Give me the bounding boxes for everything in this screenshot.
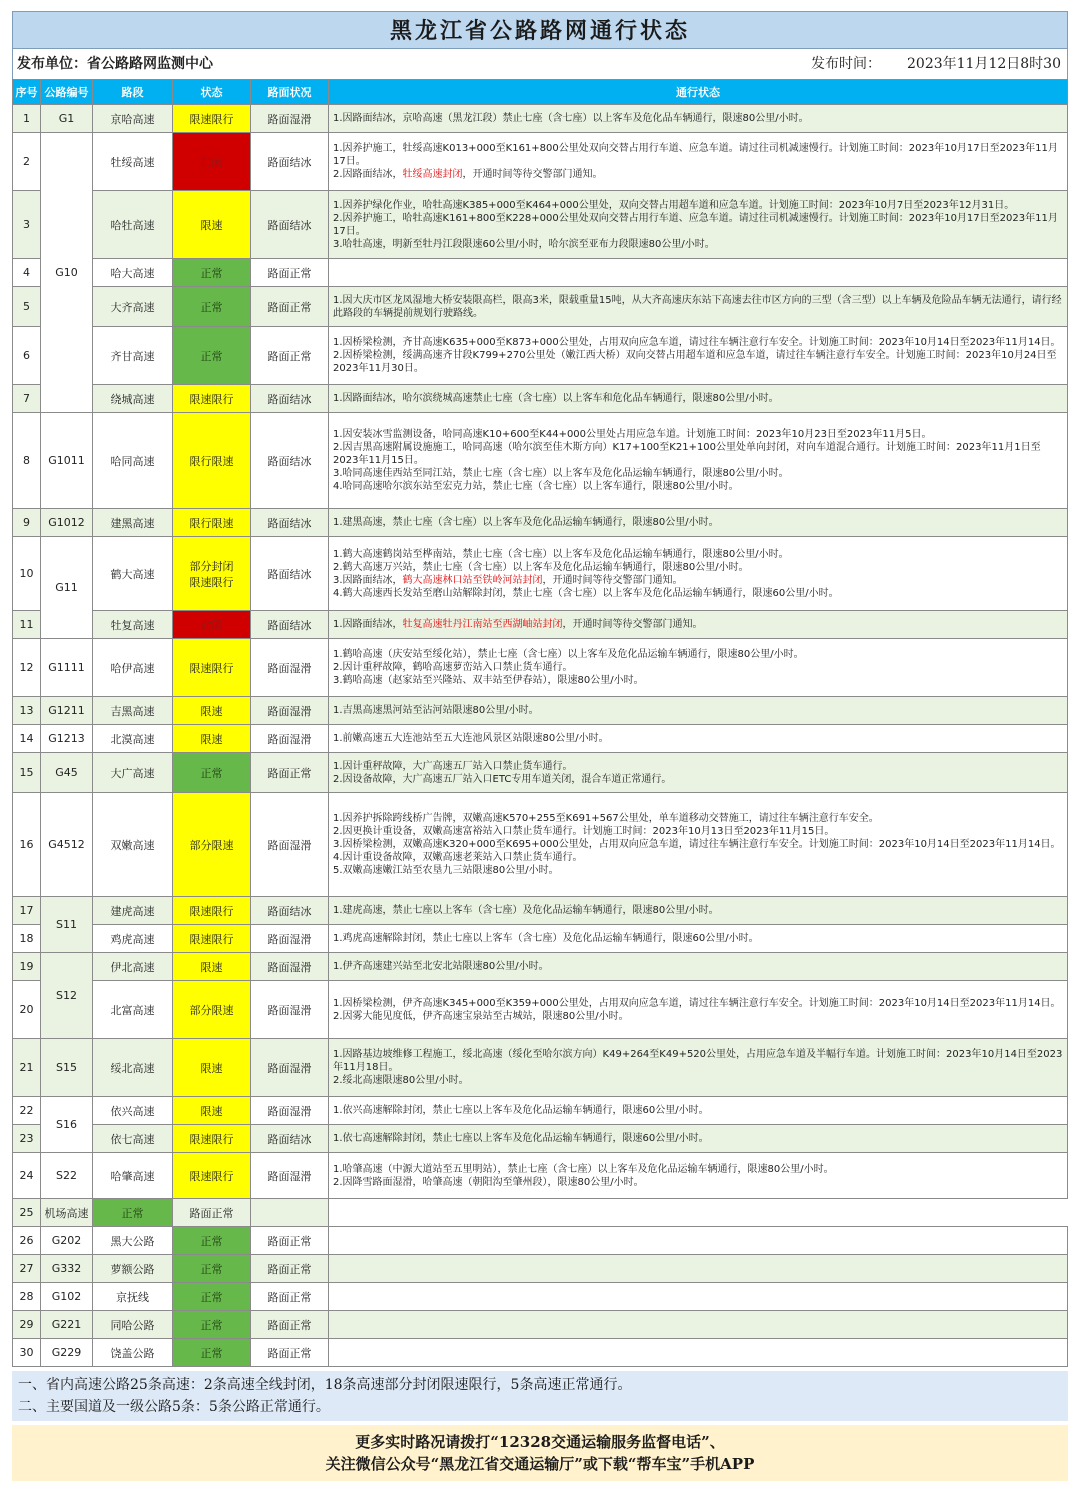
detail-line: 4.鹤大高速西长发站至磨山站解除封闭，禁止七座（含七座）以上客车及危化品运输车辆通行，限速60公里/小时。 [333,587,839,599]
header-code: 公路编号 [41,80,93,105]
traffic-details [329,327,1068,385]
road-segment: 鹤大高速 [93,537,173,611]
table-row [13,793,1068,897]
road-code: G1211 [41,697,93,725]
detail-line: 1.因安装冰雪监测设备，哈同高速K10+600至K44+000公里处占用应急车道。计划施工时间：2023年10月23日至2023年11月5日。 [333,429,932,440]
road-code: S22 [41,1153,93,1199]
row-number: 1 [13,105,41,133]
road-segment: 建虎高速 [93,897,173,925]
row-number: 27 [13,1255,41,1283]
publish-time-label: 发布时间： [811,56,882,72]
road-segment: 双嫩高速 [93,793,173,897]
road-code: G1 [41,105,93,133]
row-number: 2 [13,133,41,191]
row-number: 24 [13,1153,41,1199]
surface-condition: 路面正常 [251,259,329,287]
traffic-details [329,753,1068,793]
traffic-details [329,1283,1068,1311]
status-badge: 限速 [173,1039,251,1097]
road-segment: 吉黑高速 [93,697,173,725]
summary-line: 二、主要国道及一级公路5条：5条公路正常通行。 [18,1399,330,1415]
status-badge: 限速限行 [173,1125,251,1153]
status-badge: 正常 [173,1255,251,1283]
road-segment: 同哈公路 [93,1311,173,1339]
status-badge: 限速限行 [173,1153,251,1199]
traffic-details [329,793,1068,897]
detail-line: 1.吉黑高速黑河站至沾河站限速80公里/小时。 [333,705,539,716]
road-segment: 黑大公路 [93,1227,173,1255]
detail-line: 1.伊齐高速建兴站至北安北站限速80公里/小时。 [333,961,549,972]
surface-condition: 路面湿滑 [251,1153,329,1199]
traffic-details [329,537,1068,611]
table-row [13,981,1068,1039]
table-row [13,897,1068,925]
road-segment: 牡绥高速 [93,133,173,191]
surface-condition: 路面正常 [173,1199,251,1227]
status-badge: 正常 [173,1311,251,1339]
table-row [13,611,1068,639]
detail-line: 1.因路面结冰，京哈高速（黑龙江段）禁止七座（含七座）以上客车及危化品车辆通行，限速80公里/小时。 [333,113,809,124]
detail-line: 3.鹤哈高速（赵家站至兴隆站、双丰站至伊春站），限速80公里/小时。 [333,675,644,686]
table-row [13,1283,1068,1311]
table-row [13,639,1068,697]
surface-condition: 路面正常 [251,1255,329,1283]
road-code: G1012 [41,509,93,537]
footer-line: 关注微信公众号“黑龙江省交通运输厅”或下载“帮车宝”手机APP [325,1455,755,1473]
page-title: 黑龙江省公路路网通行状态 [12,11,1068,49]
detail-line: 2.因设备故障，大广高速五厂站入口ETC专用车道关闭，混合车道正常通行。 [333,773,672,785]
status-badge: 限速 [173,725,251,753]
road-segment: 绕城高速 [93,385,173,413]
table-row [13,509,1068,537]
publish-time-value: 2023年11月12日8时30 [907,56,1061,72]
detail-line: 1.因大庆市区龙凤湿地大桥安装限高栏，限高3米，限载重量15吨，从大齐高速庆东站下高速去往市区方向的三型（含三型）以上车辆及危险品车辆无法通行，请行经此路段的车辆提前规划行驶路线。 [333,294,1062,319]
surface-condition: 路面湿滑 [251,725,329,753]
status-badge: 限速 [173,697,251,725]
surface-condition: 路面湿滑 [251,1097,329,1125]
detail-line: 1.因养护施工，牡绥高速K013+000至K161+800公里处双向交替占用行车道、应急车道。请过往司机减速慢行。计划施工时间：2023年10月17日至2023年11月17日。 [333,143,1058,167]
road-segment: 大广高速 [93,753,173,793]
status-badge: 限速限行 [173,925,251,953]
surface-condition: 路面湿滑 [251,793,329,897]
row-number: 14 [13,725,41,753]
detail-line: 4.因计重设备故障，双嫩高速老莱站入口禁止货车通行。 [333,852,583,863]
table-row [13,537,1068,611]
surface-condition: 路面结冰 [251,191,329,259]
traffic-details [329,287,1068,327]
summary-box [12,1371,1068,1421]
road-segment: 京哈高速 [93,105,173,133]
surface-condition: 路面湿滑 [251,981,329,1039]
status-badge: 限速限行 [173,385,251,413]
highlight-text: 鹤大高速林口站至铁岭河站封闭 [402,574,543,586]
traffic-details [329,385,1068,413]
table-row [13,725,1068,753]
surface-condition: 路面湿滑 [251,1039,329,1097]
traffic-details [329,1227,1068,1255]
row-number: 15 [13,753,41,793]
table-row [13,259,1068,287]
table-row [13,385,1068,413]
footer-line: 更多实时路况请拨打“12328交通运输服务监督电话”、 [355,1433,725,1451]
table-header-row [13,80,1068,105]
detail-line: 2.因更换计重设备，双嫩高速富裕站入口禁止货车通行。计划施工时间：2023年10月13日至2023年11月15日。 [333,826,835,837]
traffic-details [329,639,1068,697]
surface-condition: 路面结冰 [251,385,329,413]
publish-info-row [12,49,1068,79]
surface-condition: 路面湿滑 [251,925,329,953]
road-code: G4512 [41,793,93,897]
summary-line: 一、省内高速公路25条高速：2条高速全线封闭，18条高速部分封闭限速限行，5条高速正常通行。 [18,1377,632,1393]
road-segment: 哈牡高速 [93,191,173,259]
status-badge: 限速 [173,1097,251,1125]
status-badge: 限速限行 [173,897,251,925]
table-row [13,1153,1068,1199]
row-number: 25 [13,1199,41,1227]
road-code: S11 [41,897,93,953]
status-badge: 限速 [173,953,251,981]
road-code: S12 [41,953,93,1039]
road-code: G332 [41,1255,93,1283]
surface-condition: 路面湿滑 [251,639,329,697]
detail-line: 1.哈肇高速（中源大道站至五里明站），禁止七座（含七座）以上客车及危化品运输车辆通行，限速80公里/小时。 [333,1163,834,1175]
header-road: 路段 [93,80,173,105]
surface-condition: 路面正常 [251,287,329,327]
traffic-details [251,1199,329,1227]
detail-line: 1.因计重秤故障，大广高速五厂站入口禁止货车通行。 [333,760,573,772]
highlight-text: 牡绥高速封闭 [402,169,463,180]
status-badge: 部分限速 [173,793,251,897]
status-badge: 限行限速 [173,413,251,509]
traffic-details [329,1125,1068,1153]
traffic-details [329,1097,1068,1125]
row-number: 8 [13,413,41,509]
road-segment: 哈伊高速 [93,639,173,697]
road-code: G1011 [41,413,93,509]
detail-line: 1.因养护绿化作业，哈牡高速K385+000至K464+000公里处，双向交替占用超车道和应急车道。计划施工时间：2023年10月7日至2023年12月31日。 [333,199,1015,211]
traffic-details [329,259,1068,287]
page [12,11,1068,1481]
traffic-details [329,191,1068,259]
publisher-label: 发布单位：省公路路网监测中心 [17,56,213,72]
detail-line: 1.建黑高速，禁止七座（含七座）以上客车及危化品运输车辆通行，限速80公里/小时。 [333,517,719,528]
table-row [13,287,1068,327]
header-no: 序号 [13,80,41,105]
road-code: G202 [41,1227,93,1255]
detail-line: 2.因吉黑高速附属设施施工，哈同高速（哈尔滨至佳木斯方向）K17+100至K21+100公里处单向封闭，对向车道混合通行。计划施工时间：2023年11月1日至2023年11月15日。 [333,442,1041,466]
row-number: 3 [13,191,41,259]
row-number: 7 [13,385,41,413]
road-segment: 依七高速 [93,1125,173,1153]
table-row [13,1039,1068,1097]
surface-condition: 路面正常 [251,1227,329,1255]
traffic-details [329,509,1068,537]
traffic-details [329,1039,1068,1097]
row-number: 11 [13,611,41,639]
status-badge: 限速限行 [173,105,251,133]
traffic-details [329,413,1068,509]
traffic-details [329,925,1068,953]
surface-condition: 路面结冰 [251,133,329,191]
status-badge: 正常 [173,1339,251,1367]
table-row [13,697,1068,725]
table-row [13,191,1068,259]
detail-line: 1.鹤哈高速（庆安站至绥化站），禁止七座（含七座）以上客车及危化品运输车辆通行，限速80公里/小时。 [333,649,804,660]
road-segment: 北漠高速 [93,725,173,753]
road-status-table [12,79,1068,1367]
detail-line: 1.因路基边坡维修工程施工，绥北高速（绥化至哈尔滨方向）K49+264至K49+520公里处，占用应急车道及半幅行车道。计划施工时间：2023年10月14日至2023年11月18日。 [333,1049,1063,1073]
road-segment: 哈大高速 [93,259,173,287]
highlight-text: 牡复高速牡丹江南站至西湖岫站封闭 [402,619,563,630]
detail-line: 2.因路面结冰，牡绥高速封闭，开通时间等待交警部门通知。 [333,169,603,180]
status-badge: 正常 [173,1227,251,1255]
row-number: 21 [13,1039,41,1097]
surface-condition: 路面结冰 [251,611,329,639]
road-segment: 伊北高速 [93,953,173,981]
traffic-details [329,1255,1068,1283]
traffic-details [329,953,1068,981]
detail-line: 2.因降雪路面湿滑，哈肇高速（朝阳沟至肇州段），限速80公里/小时。 [333,1176,644,1188]
surface-condition: 路面湿滑 [251,697,329,725]
table-row [13,1339,1068,1367]
traffic-details [329,1153,1068,1199]
row-number: 5 [13,287,41,327]
detail-line: 1.因养护拆除跨线桥广告牌，双嫩高速K570+255至K691+567公里处，单车道移动交替施工，请过往车辆注意行车安全。 [333,813,879,824]
road-code: G102 [41,1283,93,1311]
header-details: 通行状态 [329,80,1068,105]
road-segment: 北富高速 [93,981,173,1039]
detail-line: 2.因雾大能见度低，伊齐高速宝泉站至古城站，限速80公里/小时。 [333,1010,629,1022]
detail-line: 3.哈同高速佳西站至同江站，禁止七座（含七座）以上客车及危化品运输车辆通行，限速80公里/小时。 [333,468,789,479]
table-row [13,413,1068,509]
detail-line: 3.因路面结冰，鹤大高速林口站至铁岭河站封闭，开通时间等待交警部门通知。 [333,574,683,586]
surface-condition: 路面正常 [251,327,329,385]
detail-line: 1.因桥梁检测，伊齐高速K345+000至K359+000公里处，占用双向应急车道，请过往车辆注意行车安全。计划施工时间：2023年10月14日至2023年11月14日。 [333,997,1061,1009]
road-code: G11 [41,537,93,639]
detail-line: 2.因养护施工，哈牡高速K161+800至K228+000公里处双向交替占用行车道、应急车道。请过往司机减速慢行。计划施工时间：2023年10月17日至2023年11月17日。 [333,212,1058,237]
row-number: 19 [13,953,41,981]
status-badge: 正常 [173,287,251,327]
surface-condition: 路面正常 [251,1283,329,1311]
header-status: 状态 [173,80,251,105]
road-segment: 建黑高速 [93,509,173,537]
table-row [13,925,1068,953]
traffic-details [329,897,1068,925]
row-number: 30 [13,1339,41,1367]
road-segment: 绥北高速 [93,1039,173,1097]
traffic-details [329,697,1068,725]
traffic-details [329,981,1068,1039]
row-number: 20 [13,981,41,1039]
road-code: G45 [41,753,93,793]
surface-condition: 路面结冰 [251,897,329,925]
status-badge: 部分限速 [173,981,251,1039]
status-badge: 正常 [93,1199,173,1227]
road-code: S15 [41,1039,93,1097]
status-badge: 正常 [173,1283,251,1311]
detail-line: 3.哈牡高速，明新至牡丹江段限速60公里/小时，哈尔滨至亚布力段限速80公里/小时。 [333,238,715,250]
status-badge: 部分封闭 限速限行 [173,537,251,611]
row-number: 28 [13,1283,41,1311]
row-number: 23 [13,1125,41,1153]
detail-line: 5.双嫩高速嫩江站至农垦九三站限速80公里/小时。 [333,865,559,876]
row-number: 10 [13,537,41,611]
road-segment: 饶盖公路 [93,1339,173,1367]
surface-condition: 路面湿滑 [251,105,329,133]
detail-line: 1.鹤大高速鹤岗站至桦南站，禁止七座（含七座）以上客车及危化品运输车辆通行，限速80公里/小时。 [333,548,789,560]
row-number: 26 [13,1227,41,1255]
table-row [13,133,1068,191]
detail-line: 1.依七高速解除封闭，禁止七座以上客车及危化品运输车辆通行，限速60公里/小时。 [333,1133,709,1144]
road-segment: 京抚线 [93,1283,173,1311]
detail-line: 2.绥北高速限速80公里/小时。 [333,1075,469,1086]
status-badge: 正常 [173,753,251,793]
footer-notice [12,1425,1068,1481]
road-segment: 齐甘高速 [93,327,173,385]
road-segment: 鸡虎高速 [93,925,173,953]
road-segment: 牡复高速 [93,611,173,639]
header-surface: 路面状况 [251,80,329,105]
detail-line: 1.因桥梁检测，齐甘高速K635+000至K873+000公里处，占用双向应急车道，请过往车辆注意行车安全。计划施工时间：2023年10月14日至2023年11月14日。 [333,337,1061,348]
surface-condition: 路面正常 [251,753,329,793]
road-segment: 依兴高速 [93,1097,173,1125]
surface-condition: 路面正常 [251,1339,329,1367]
table-row [13,753,1068,793]
road-segment: 哈同高速 [93,413,173,509]
table-row [13,1097,1068,1125]
publish-time-group [811,49,1061,79]
detail-line: 2.鹤大高速万兴站，禁止七座（含七座）以上客车及危化品运输车辆通行，限速80公里/小时。 [333,561,749,573]
road-segment: 大齐高速 [93,287,173,327]
row-number: 18 [13,925,41,953]
status-badge: 限行限速 [173,509,251,537]
detail-line: 1.前嫩高速五大连池站至五大连池风景区站限速80公里/小时。 [333,733,609,744]
detail-line: 3.因桥梁检测，双嫩高速K320+000至K695+000公里处，占用双向应急车道，请过往车辆注意行车安全。计划施工时间：2023年10月14日至2023年11月14日。 [333,839,1061,850]
surface-condition: 路面结冰 [251,1125,329,1153]
status-badge: 限速限行 [173,639,251,697]
surface-condition: 路面湿滑 [251,953,329,981]
row-number: 12 [13,639,41,697]
row-number: 17 [13,897,41,925]
road-code: G221 [41,1311,93,1339]
road-code: G10 [41,133,93,413]
table-row [13,1255,1068,1283]
surface-condition: 路面结冰 [251,537,329,611]
table-row [13,1125,1068,1153]
road-code: G229 [41,1339,93,1367]
table-body [13,105,1068,1367]
detail-line: 2.因桥梁检测，绥满高速齐甘段K799+270公里处（嫩江西大桥）双向交替占用超车道和应急车道，请过往车辆注意行车安全。计划施工时间：2023年10月24日至2023年11月30日。 [333,350,1057,374]
detail-line: 2.因计重秤故障，鹤哈高速萝峦站入口禁止货车通行。 [333,662,573,673]
road-segment: 萝额公路 [93,1255,173,1283]
table-row [13,1311,1068,1339]
road-segment: 机场高速 [41,1199,93,1227]
detail-line: 1.依兴高速解除封闭，禁止七座以上客车及危化品运输车辆通行，限速60公里/小时。 [333,1105,709,1116]
status-badge: 封闭 [173,611,251,639]
surface-condition: 路面结冰 [251,509,329,537]
table-row [13,953,1068,981]
traffic-details [329,611,1068,639]
surface-condition: 路面结冰 [251,413,329,509]
status-badge: 正常 [173,259,251,287]
surface-condition: 路面正常 [251,1311,329,1339]
row-number: 4 [13,259,41,287]
row-number: 16 [13,793,41,897]
road-code: G1213 [41,725,93,753]
road-code: G1111 [41,639,93,697]
detail-line: 4.哈同高速哈尔滨东站至宏克力站，禁止七座（含七座）以上客车通行，限速80公里/小时。 [333,481,739,492]
detail-line: 1.鸡虎高速解除封闭，禁止七座以上客车（含七座）及危化品运输车辆通行，限速60公里/小时。 [333,933,759,944]
detail-line: 1.因路面结冰，牡复高速牡丹江南站至西湖岫站封闭，开通时间等待交警部门通知。 [333,619,703,630]
traffic-details [329,1339,1068,1367]
row-number: 6 [13,327,41,385]
detail-line: 1.因路面结冰，哈尔滨绕城高速禁止七座（含七座）以上客车和危化品车辆通行，限速80公里/小时。 [333,393,779,404]
traffic-details [329,725,1068,753]
table-row [13,327,1068,385]
table-row [13,105,1068,133]
status-badge: 封闭 [173,133,251,191]
detail-line: 1.建虎高速，禁止七座以上客车（含七座）及危化品运输车辆通行，限速80公里/小时。 [333,905,719,916]
row-number: 29 [13,1311,41,1339]
row-number: 13 [13,697,41,725]
road-code: S16 [41,1097,93,1153]
status-badge: 限速 [173,191,251,259]
row-number: 22 [13,1097,41,1125]
traffic-details [329,105,1068,133]
status-badge: 正常 [173,327,251,385]
table-row [13,1227,1068,1255]
row-number: 9 [13,509,41,537]
traffic-details [329,133,1068,191]
traffic-details [329,1311,1068,1339]
road-segment: 哈肇高速 [93,1153,173,1199]
table-row [13,1199,1068,1227]
